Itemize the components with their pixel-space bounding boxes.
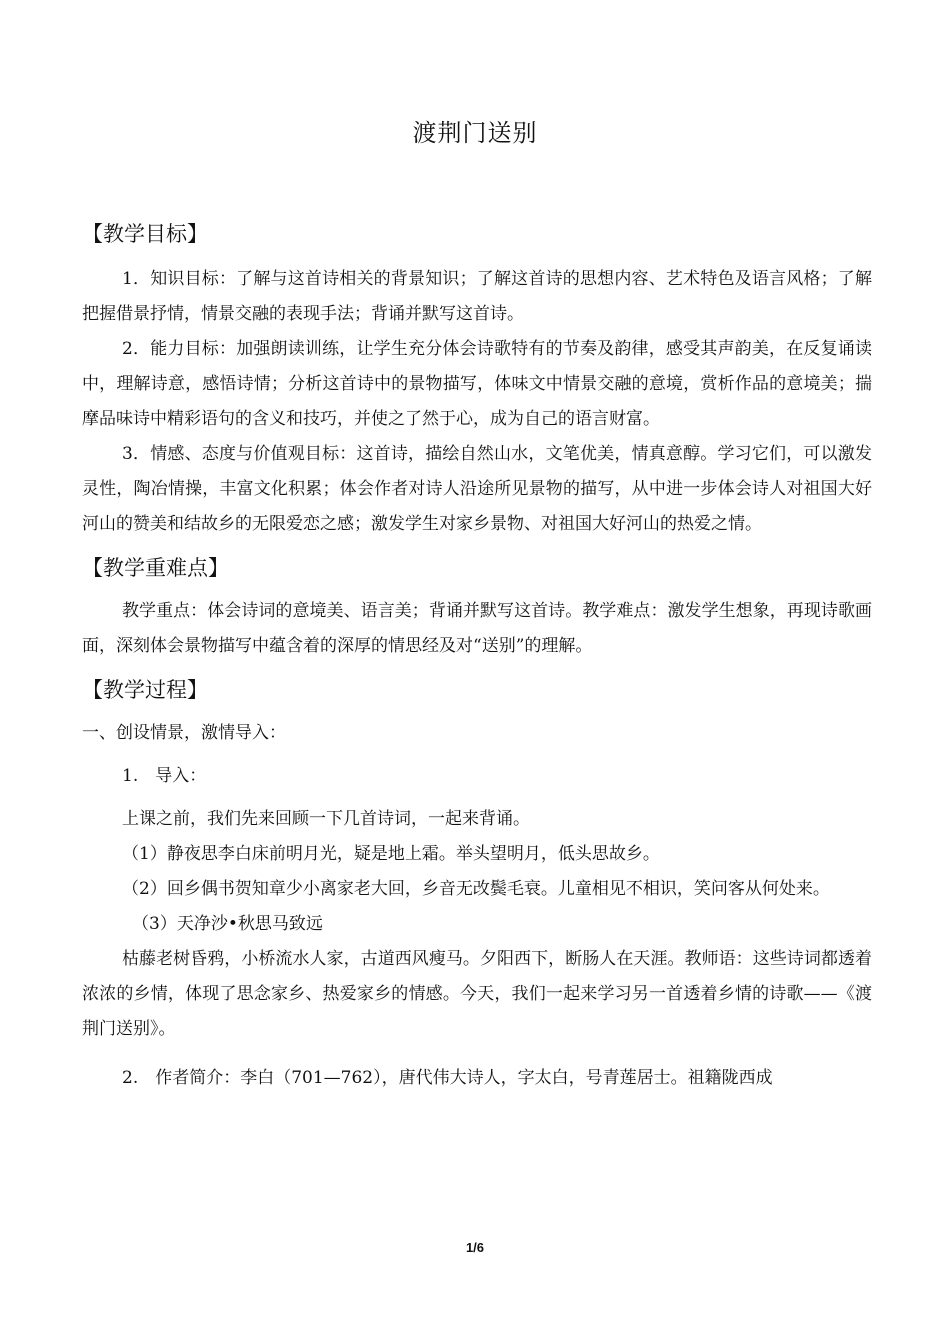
section-heading-keypoints: 【教学重难点】 <box>82 556 229 580</box>
process-intro: 上课之前，我们先来回顾一下几首诗词，一起来背诵。 <box>122 809 530 829</box>
section-heading-process: 【教学过程】 <box>82 678 208 702</box>
document-title: 渡荆门送别 <box>412 119 538 147</box>
process-item-1: 1. 导入： <box>122 766 207 786</box>
process-step-1: 一、创设情景，激情导入： <box>82 723 286 743</box>
section-heading-goals: 【教学目标】 <box>82 222 208 246</box>
goal-paragraph-ability: 2．能力目标：加强朗读训练，让学生充分体会诗歌特有的节奏及韵律，感受其声韵美，在反复诵读中，理解诗意，感悟诗情；分析这首诗中的景物描写，体味文中情景交融的意境，赏析作品的意境美；揣摩品味诗中精彩语句的含义和技巧，并使之了然于心，成为自己的语言财富。 <box>82 339 872 429</box>
document-body <box>82 216 872 1096</box>
process-item-2: 2. 作者简介：李白（701—762），唐代伟大诗人，字太白，号青莲居士。祖籍陇西成 <box>122 1068 773 1088</box>
keypoints-paragraph: 教学重点：体会诗词的意境美、语言美；背诵并默写这首诗。教学难点：激发学生想象，再现诗歌画面，深刻体会景物描写中蕴含着的深厚的情思经及对“送别”的理解。 <box>82 601 872 656</box>
goal-paragraph-emotion: 3．情感、态度与价值观目标：这首诗，描绘自然山水，文笔优美，情真意醇。学习它们，可以激发灵性，陶冶情操，丰富文化积累；体会作者对诗人沿途所见景物的描写，从中进一步体会诗人对祖国大好河山的赞美和结故乡的无限爱恋之感；激发学生对家乡景物、对祖国大好河山的热爱之情。 <box>82 444 872 534</box>
poem-2: （2）回乡偶书贺知章少小离家老大回，乡音无改鬓毛衰。儿童相见不相识，笑问客从何处来。 <box>122 879 830 899</box>
goal-paragraph-knowledge: 1．知识目标：了解与这首诗相关的背景知识；了解这首诗的思想内容、艺术特色及语言风格；了解把握借景抒情，情景交融的表现手法；背诵并默写这首诗。 <box>82 269 872 324</box>
poem-1: （1）静夜思李白床前明月光，疑是地上霜。举头望明月，低头思故乡。 <box>122 844 660 864</box>
teacher-remark: 枯藤老树昏鸦，小桥流水人家，古道西风瘦马。夕阳西下，断肠人在天涯。教师语：这些诗词都透着浓浓的乡情，体现了思念家乡、热爱家乡的情感。今天，我们一起来学习另一首透着乡情的诗歌——《渡荆门送别》。 <box>82 949 872 1039</box>
page-number: 1/6 <box>465 1240 485 1255</box>
poem-3: （3）天净沙•秋思马致远 <box>132 914 323 934</box>
